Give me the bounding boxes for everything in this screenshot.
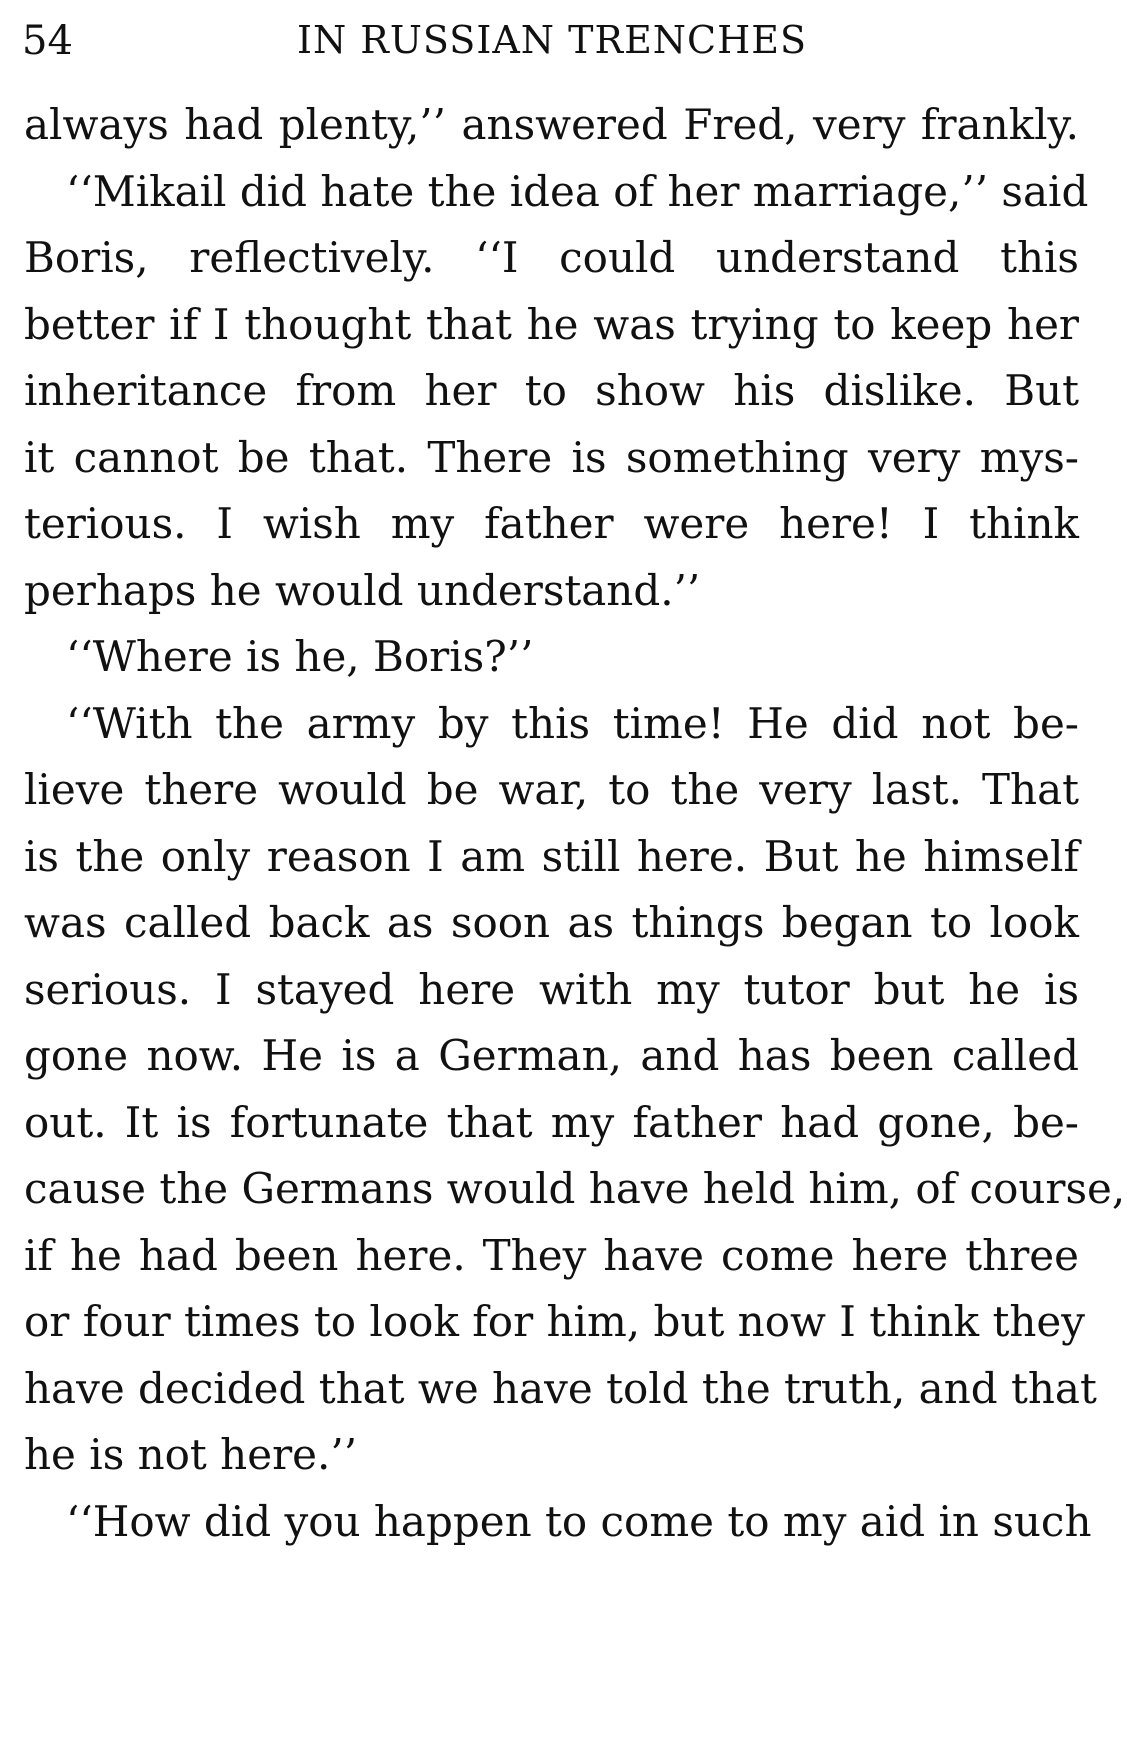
text-line: lieve there would be war, to the very last. That [24,765,1079,814]
text-line: or four times to look for him, but now I think they [24,1297,1085,1346]
text-line: is the only reason I am still here. But he himself [24,832,1079,881]
text-line: if he had been here. They have come here three [24,1231,1079,1280]
text-line: inheritance from her to show his dislike. But [24,366,1079,415]
text-line: was called back as soon as things began to look [24,898,1079,947]
text-line: have decided that we have told the truth, and that [24,1364,1097,1413]
text-line: ‘‘With the army by this time! He did not be- [66,699,1079,748]
text-line: better if I thought that he was trying to keep her [24,300,1079,349]
text-line: serious. I stayed here with my tutor but he is [24,965,1079,1014]
text-line: terious. I wish my father were here! I think [24,499,1079,548]
text-line: cause the Germans would have held him, of course, [24,1164,1126,1213]
text-line: gone now. He is a German, and has been called [24,1031,1079,1080]
text-line: ‘‘Mikail did hate the idea of her marriage,’’ said [66,167,1089,216]
running-head: IN RUSSIAN TRENCHES [296,18,808,62]
text-line: out. It is fortunate that my father had gone, be- [24,1098,1079,1147]
page-number: 54 [22,18,73,64]
text-line: it cannot be that. There is something very mys- [24,433,1079,482]
text-line: always had plenty,’’ answered Fred, very frankly. [24,100,1079,149]
text-line: ‘‘How did you happen to come to my aid in such [66,1497,1092,1546]
text-line: ‘‘Where is he, Boris?’’ [66,632,534,681]
page-header [22,10,1082,70]
text-line: he is not here.’’ [24,1430,358,1479]
text-line: perhaps he would understand.’’ [24,566,701,615]
text-line: Boris, reflectively. ‘‘I could understand this [24,233,1079,282]
